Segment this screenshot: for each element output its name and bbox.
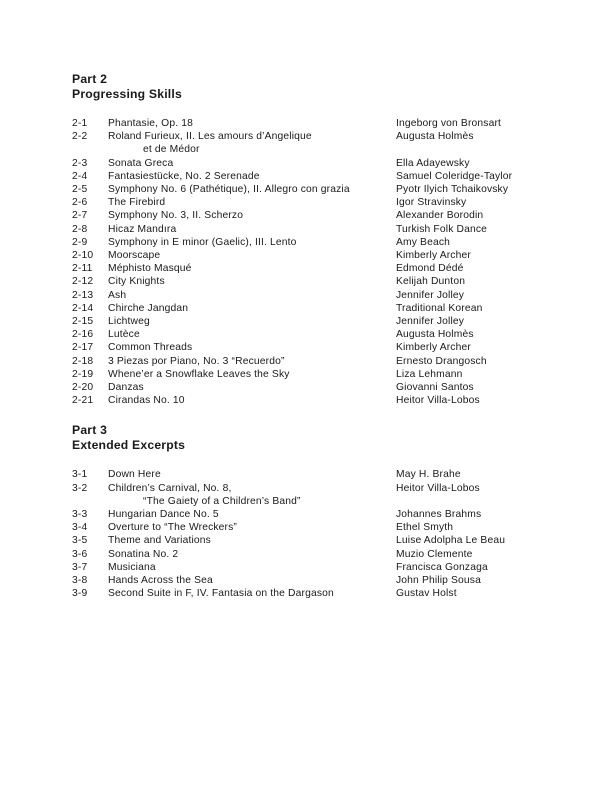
list-item	[72, 381, 542, 394]
part-2-entries	[72, 117, 542, 407]
part-3-section	[72, 423, 542, 600]
entry-composer: Gustav Holst	[396, 588, 457, 600]
entry-composer: Muzio Clemente	[396, 548, 473, 560]
entry-number: 2-10	[72, 250, 94, 262]
entry-title-block	[108, 574, 398, 587]
entry-title: Hands Across the Sea	[108, 575, 213, 587]
entry-title-block	[108, 482, 398, 508]
entry-title: Down Here	[108, 469, 161, 481]
entry-title: Fantasiestücke, No. 2 Serenade	[108, 170, 260, 182]
part-3-label: Part 3	[72, 423, 108, 438]
entry-title: Chirche Jangdan	[108, 302, 189, 314]
list-item	[72, 548, 542, 561]
entry-title-block	[108, 587, 398, 600]
entry-composer: Liza Lehmann	[396, 368, 463, 380]
entry-number: 2-15	[72, 316, 94, 328]
list-item	[72, 508, 542, 521]
entry-title-block	[108, 534, 398, 547]
list-item	[72, 157, 542, 170]
entry-title: Symphony No. 3, II. Scherzo	[108, 210, 244, 222]
list-item	[72, 521, 542, 534]
entry-title-block	[108, 381, 398, 394]
entry-title-block	[108, 223, 398, 236]
list-item	[72, 130, 542, 156]
entry-composer: Francisca Gonzaga	[396, 561, 488, 573]
entry-composer: John Philip Sousa	[396, 575, 481, 587]
entry-title-block	[108, 249, 398, 262]
list-item	[72, 482, 542, 508]
entry-title-block	[108, 394, 398, 407]
entry-number: 2-17	[72, 342, 94, 354]
entry-title-block	[108, 196, 398, 209]
entry-composer: Ella Adayewsky	[396, 157, 470, 169]
list-item	[72, 262, 542, 275]
entry-composer: Heitor Villa-Lobos	[396, 395, 480, 407]
entry-composer: Augusta Holmès	[396, 329, 474, 341]
entry-title: Sonatina No. 2	[108, 548, 179, 560]
entry-title: Cirandas No. 10	[108, 395, 185, 407]
list-item	[72, 302, 542, 315]
part-3-title: Extended Excerpts	[72, 438, 186, 453]
entry-composer: May H. Brahe	[396, 469, 461, 481]
list-item	[72, 170, 542, 183]
list-item	[72, 196, 542, 209]
entry-number: 2-5	[72, 184, 88, 196]
entry-title: Whene’er a Snowflake Leaves the Sky	[108, 368, 290, 380]
entry-title-block	[108, 262, 398, 275]
part-2-section	[72, 72, 542, 407]
entry-number: 2-16	[72, 329, 94, 341]
entry-title: Symphony in E minor (Gaelic), III. Lento	[108, 236, 297, 248]
entry-title: Hicaz Mandıra	[108, 223, 177, 235]
entry-number: 2-19	[72, 368, 94, 380]
entry-number: 2-9	[72, 236, 88, 248]
entry-title-block	[108, 236, 398, 249]
entry-number: 3-8	[72, 575, 88, 587]
entry-title-block	[108, 548, 398, 561]
entry-title: Méphisto Masqué	[108, 263, 192, 275]
entry-title: City Knights	[108, 276, 165, 288]
entry-composer: Alexander Borodin	[396, 210, 484, 222]
entry-title: 3 Piezas por Piano, No. 3 “Recuerdo”	[108, 355, 285, 367]
entry-title-block	[108, 341, 398, 354]
entry-number: 3-5	[72, 535, 88, 547]
entry-title-block	[108, 170, 398, 183]
entry-composer: Amy Beach	[396, 236, 451, 248]
list-item	[72, 341, 542, 354]
entry-composer: Luise Adolpha Le Beau	[396, 535, 506, 547]
part-2-title: Progressing Skills	[72, 87, 182, 101]
entry-number: 2-3	[72, 157, 88, 169]
entry-title: Common Threads	[108, 342, 193, 354]
entry-composer: Edmond Dédé	[396, 263, 464, 275]
list-item	[72, 574, 542, 587]
entry-number: 2-7	[72, 210, 88, 222]
entry-composer: Traditional Korean	[396, 302, 483, 314]
list-item	[72, 236, 542, 249]
entry-composer: Giovanni Santos	[396, 382, 474, 394]
entry-title-block	[108, 315, 398, 328]
list-item	[72, 315, 542, 328]
list-item	[72, 587, 542, 600]
entry-title: Musiciana	[108, 561, 156, 573]
entry-composer: Ernesto Drangosch	[396, 355, 487, 367]
entry-composer: Johannes Brahms	[396, 509, 482, 521]
entry-title-block	[108, 275, 398, 288]
entry-number: 2-2	[72, 131, 88, 143]
list-item	[72, 209, 542, 222]
list-item	[72, 561, 542, 574]
entry-title: Lutèce	[108, 329, 140, 341]
entry-composer: Pyotr Ilyich Tchaikovsky	[396, 184, 509, 196]
entry-composer: Ethel Smyth	[396, 522, 454, 534]
entry-title: Symphony No. 6 (Pathétique), II. Allegro con grazia	[108, 184, 350, 196]
entry-composer: Igor Stravinsky	[396, 197, 467, 209]
list-item	[72, 275, 542, 288]
entry-title-block	[108, 508, 398, 521]
entry-composer: Jennifer Jolley	[396, 316, 465, 328]
entry-title: Sonata Greca	[108, 157, 174, 169]
entry-number: 3-6	[72, 548, 88, 560]
list-item	[72, 534, 542, 547]
list-item	[72, 117, 542, 130]
entry-title-block	[108, 183, 398, 196]
list-item	[72, 249, 542, 262]
entry-number: 2-14	[72, 302, 94, 314]
entry-composer: Kimberly Archer	[396, 342, 471, 354]
entry-title-block	[108, 355, 398, 368]
list-item	[72, 289, 542, 302]
entry-number: 2-13	[72, 289, 94, 301]
entry-number: 3-2	[72, 482, 88, 494]
entry-title: Children’s Carnival, No. 8,	[108, 482, 232, 494]
entry-title: Danzas	[108, 382, 144, 394]
part-3-entries	[72, 468, 542, 600]
entry-number: 3-4	[72, 522, 88, 534]
entry-title-block	[108, 289, 398, 302]
entry-number: 3-9	[72, 588, 88, 600]
entry-title-block	[108, 328, 398, 341]
entry-title: Theme and Variations	[108, 535, 211, 547]
list-item	[72, 368, 542, 381]
entry-number: 3-3	[72, 509, 88, 521]
list-item	[72, 355, 542, 368]
entry-composer: Samuel Coleridge-Taylor	[396, 170, 513, 182]
entry-title: Phantasie, Op. 18	[108, 118, 193, 129]
list-item	[72, 183, 542, 196]
entry-title-block	[108, 561, 398, 574]
list-item	[72, 223, 542, 236]
entry-title: Hungarian Dance No. 5	[108, 509, 219, 521]
entry-title-block	[108, 117, 398, 130]
entry-number: 2-20	[72, 382, 94, 394]
list-item	[72, 328, 542, 341]
entry-title: Ash	[108, 289, 127, 301]
entry-number: 2-18	[72, 355, 94, 367]
entry-title-continuation: “The Gaiety of a Children’s Band”	[143, 495, 301, 507]
entry-number: 2-4	[72, 170, 88, 182]
entry-number: 2-11	[72, 263, 93, 275]
entry-composer: Heitor Villa-Lobos	[396, 482, 480, 494]
entry-title-continuation: et de Médor	[143, 144, 200, 156]
entry-title: The Firebird	[108, 197, 166, 209]
entry-title-block	[108, 468, 398, 481]
entry-title-block	[108, 130, 398, 156]
entry-title: Second Suite in F, IV. Fantasia on the Dargason	[108, 588, 334, 600]
entry-title-block	[108, 302, 398, 315]
entry-number: 2-8	[72, 223, 88, 235]
entry-composer: Turkish Folk Dance	[396, 223, 488, 235]
entry-composer: Augusta Holmès	[396, 131, 474, 143]
entry-number: 3-7	[72, 561, 88, 573]
entry-title: Lichtweg	[108, 316, 150, 328]
entry-title: Overture to “The Wreckers”	[108, 522, 238, 534]
entry-title: Roland Furieux, II. Les amours d’Angelique	[108, 131, 312, 143]
entry-title: Moorscape	[108, 250, 161, 262]
entry-composer: Ingeborg von Bronsart	[396, 118, 502, 129]
entry-number: 2-6	[72, 197, 88, 209]
entry-number: 2-1	[72, 118, 88, 129]
entry-title-block	[108, 209, 398, 222]
entry-number: 2-12	[72, 276, 94, 288]
entry-composer: Kelijah Dunton	[396, 276, 466, 288]
list-item	[72, 468, 542, 481]
list-item	[72, 394, 542, 407]
entry-composer: Jennifer Jolley	[396, 289, 465, 301]
entry-title-block	[108, 368, 398, 381]
entry-number: 2-21	[72, 395, 94, 407]
entry-title-block	[108, 157, 398, 170]
part-2-label: Part 2	[72, 72, 108, 86]
entry-title-block	[108, 521, 398, 534]
table-of-contents	[72, 72, 542, 601]
entry-number: 3-1	[72, 469, 88, 481]
entry-composer: Kimberly Archer	[396, 250, 471, 262]
